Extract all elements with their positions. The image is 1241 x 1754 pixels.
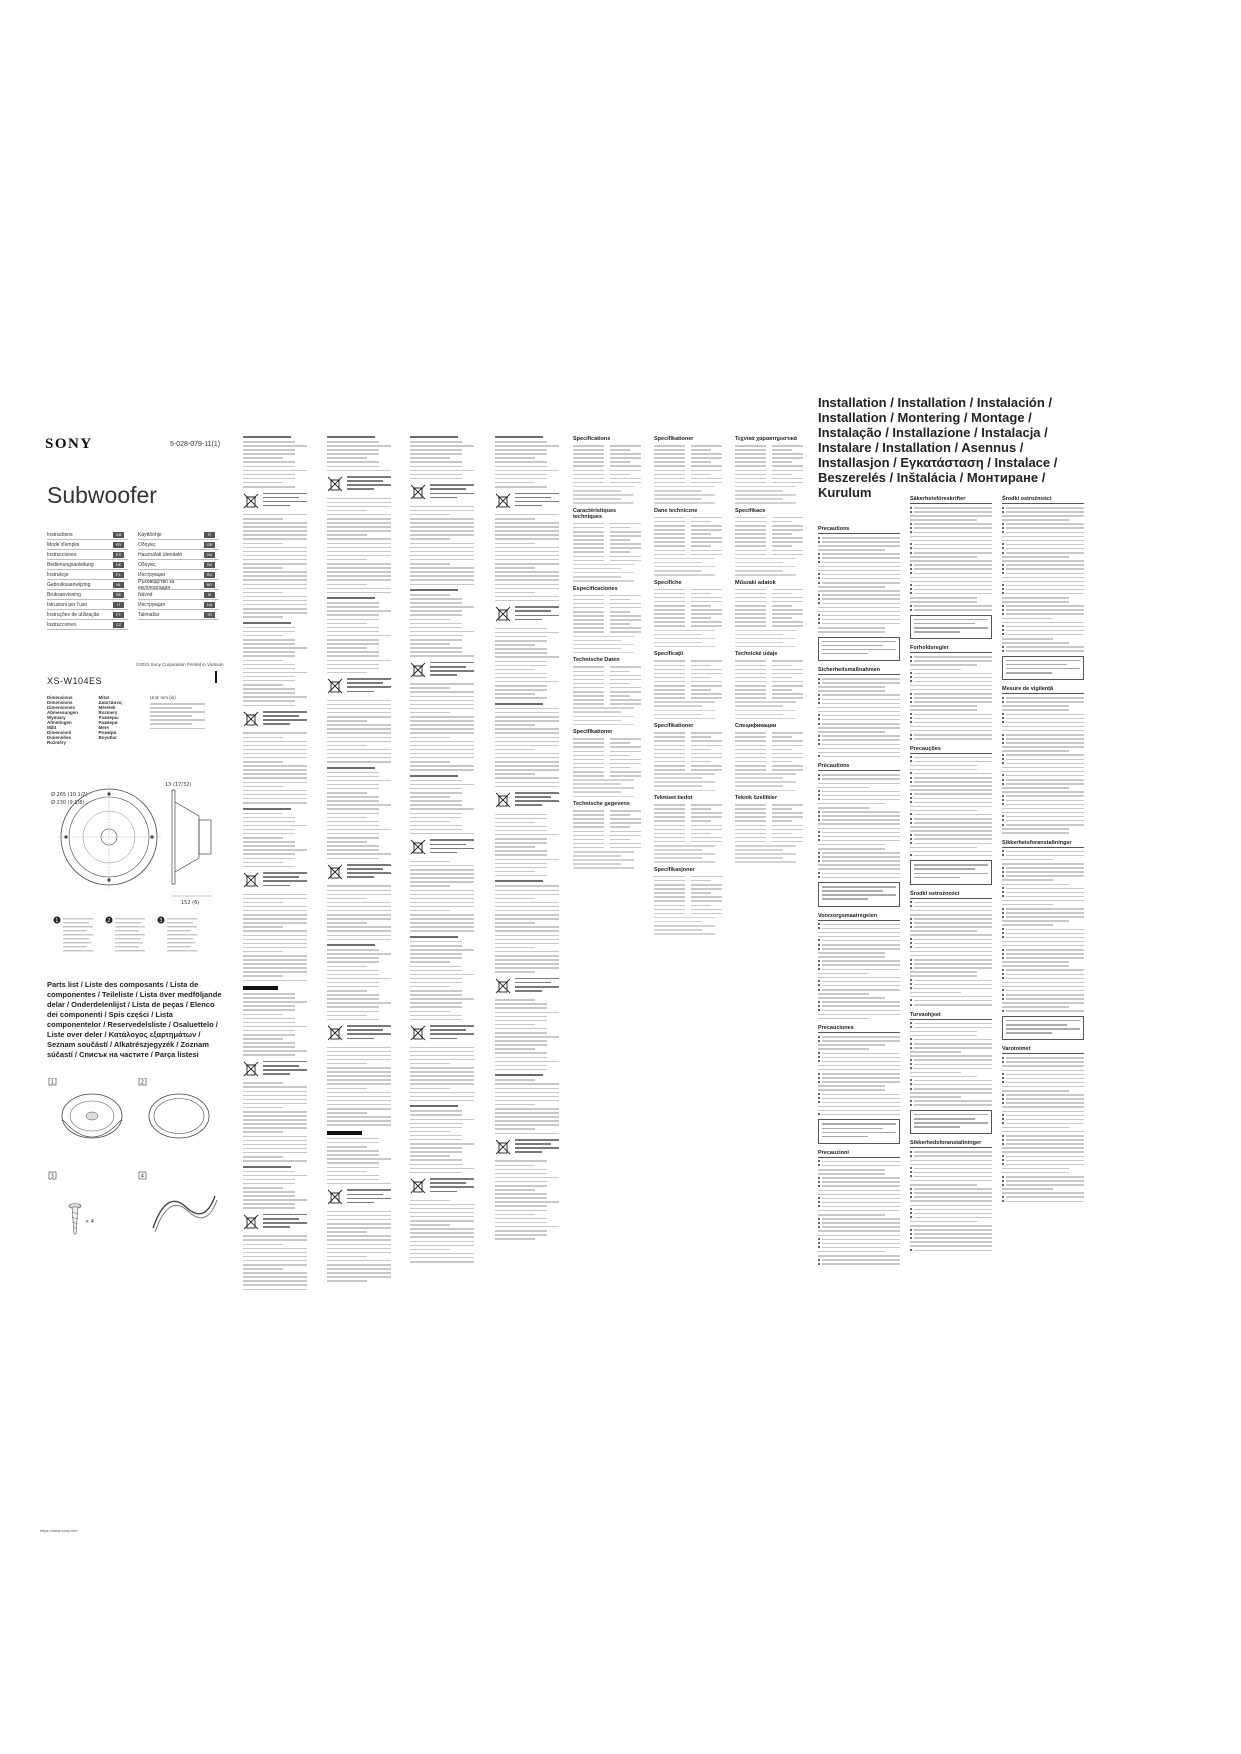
language-code-badge: PL (113, 572, 124, 578)
crossed-bin-icon (327, 1025, 343, 1041)
language-row (47, 600, 128, 610)
language-name: Használati útmutató (138, 551, 183, 558)
speaker-part (62, 1094, 122, 1138)
sony-url: https://www.sony.net/ (40, 1528, 78, 1533)
language-row (47, 580, 128, 590)
language-code-badge: SI (204, 592, 215, 598)
language-row (47, 610, 128, 620)
weee-notice (327, 864, 391, 880)
weee-notice (327, 476, 391, 492)
language-row (47, 540, 128, 550)
parts-list-heading: Parts list / Liste des composants / Lista de componentes / Teileliste / Lista över medföljande delar / Onderdelenlijst / Lista de peças / Elenco dei componenti / Spis części / Lista componentelor / Reservedelsliste / Osaluettelo / Liste over deler / Κατάλογος εξαρτημάτων / Seznam součástí / Alkatrészjegyzék / Zoznam súčastí / Списък на частите / Parça listesi (47, 980, 222, 1059)
note-box (818, 882, 900, 906)
language-name: Ръководство за експлоатация (138, 578, 175, 591)
notice-column-1 (243, 432, 307, 1542)
language-row (47, 590, 128, 600)
weee-notice (327, 1025, 391, 1041)
language-code-badge: FR (113, 542, 124, 548)
crossed-bin-icon (410, 662, 426, 678)
crossed-bin-icon (410, 484, 426, 500)
dimensions-word: Размеры (98, 715, 119, 720)
crossed-bin-icon (327, 1189, 343, 1205)
dimensions-word: Διαστάσεις (98, 700, 123, 705)
language-name: Инструкция (138, 601, 165, 608)
dimensions-heading (47, 695, 217, 745)
callout-2: 2 (107, 918, 111, 924)
language-name: Istruzioni per l'uso (47, 601, 88, 608)
weee-notice (243, 1061, 307, 1077)
language-row (138, 590, 219, 600)
language-name: Instrucciones (47, 621, 77, 628)
specifications-heading: Technické údaje (735, 651, 778, 658)
language-row (138, 550, 219, 560)
part-label-1: 1 (50, 1079, 54, 1086)
dimensions-word: Dimensões (47, 735, 72, 740)
language-row (47, 570, 128, 580)
dimension-outer: Ø 265 (10 1/2) (51, 792, 88, 798)
language-index (47, 530, 219, 630)
weee-notice (243, 1214, 307, 1230)
dimensions-word: Boyutlar (98, 735, 117, 740)
weee-notice (410, 1178, 474, 1194)
language-code-badge: BG (204, 582, 215, 588)
weee-notice (243, 711, 307, 727)
installation-title: Installation / Installation / Instalación / Installation / Montering / Montage / Instalação / Installazione / Instalacja / Instalare / Installation / Asennus / Installasjon / Εγκατάσταση / Instalace / Beszerelés / Inštalácia / Монтиране / Kurulum (818, 395, 1058, 500)
specifications-heading: Specifiche (654, 579, 682, 586)
language-row (47, 530, 128, 540)
crossed-bin-icon (495, 493, 511, 509)
notice-column-2 (327, 432, 391, 1542)
language-name: Käyttöohje (138, 531, 162, 538)
notice-column-4 (495, 432, 559, 1542)
specifications-column-2 (654, 432, 722, 1542)
part-label-3: 3 (50, 1173, 54, 1180)
model-number: XS-W104ES (47, 676, 103, 686)
svg-text:× 4: × 4 (85, 1219, 94, 1225)
dimension-depth: 152 (6) (181, 900, 200, 906)
language-row (138, 560, 219, 570)
specifications-heading: Specifikace (735, 507, 766, 514)
weee-notice (327, 678, 391, 694)
language-code-badge: TR (204, 612, 215, 618)
language-name: Οδηγίες (138, 541, 156, 548)
dimensions-word: Размери (98, 720, 118, 725)
specifications-heading: Technische gegevens (573, 801, 630, 808)
specifications-heading: Specifikationer (573, 729, 613, 736)
specifications-heading: Especificaciones (573, 585, 618, 592)
crossed-bin-icon (410, 839, 426, 855)
note-box (818, 637, 900, 661)
crossed-bin-icon (410, 1025, 426, 1041)
language-code-badge: SK (204, 562, 215, 568)
specifications-heading: Caractéristiques techniques (573, 507, 617, 520)
dimensions-drawing (47, 782, 222, 972)
dimensions-word: Rozměry (47, 740, 67, 745)
screw-part (69, 1204, 94, 1235)
dimensions-word: Mere (98, 725, 110, 730)
installation-section-heading: Mesure de vigilență (1002, 686, 1084, 694)
crossed-bin-icon (243, 711, 259, 727)
specifications-heading: Műszaki adatok (735, 579, 776, 586)
language-code-badge: HU (204, 552, 215, 558)
language-name: Instruções de utilização (47, 611, 100, 618)
language-name: Talimatlar (138, 611, 160, 618)
language-name: Gebruiksaanwijzing (47, 581, 91, 588)
language-list-left (47, 530, 128, 630)
weee-notice (410, 1025, 474, 1041)
language-name: Bruksanvisning (47, 591, 81, 598)
dimensions-word: Mått (47, 725, 57, 730)
language-code-badge: CZ (113, 622, 124, 628)
installation-section-heading: Precautions (818, 526, 900, 534)
part-label-4: 4 (140, 1173, 144, 1180)
crossed-bin-icon (495, 792, 511, 808)
installation-section-heading: Sicherheitsmaßnahmen (818, 667, 900, 675)
specifications-heading: Tekniset tiedot (654, 795, 693, 802)
dimensions-word: Dimensiones (47, 705, 76, 710)
dimensions-word: Dimensions (47, 695, 73, 700)
weee-notice (243, 872, 307, 888)
dimensions-word: Méretek (98, 705, 116, 710)
installation-section-heading: Precauções (910, 746, 992, 754)
language-row (138, 580, 219, 590)
note-box (1002, 656, 1084, 680)
dimensions-word: Mitat (98, 695, 110, 700)
weee-notice (410, 484, 474, 500)
crossed-bin-icon (495, 1139, 511, 1155)
crossed-bin-icon (327, 678, 343, 694)
crossed-bin-icon (327, 864, 343, 880)
specifications-heading: Teknik özellikler (735, 795, 778, 802)
dimensions-word: Abmessungen (47, 710, 79, 715)
note-box (910, 860, 992, 884)
specifications-column-3 (735, 432, 803, 1542)
language-name: Návod (138, 591, 153, 598)
specifications-column-1 (573, 432, 641, 1542)
installation-section-heading: Środki ostrożności (910, 891, 992, 899)
language-code-badge: UA (204, 602, 215, 608)
language-row (138, 610, 219, 620)
installation-section-heading: Precauciones (818, 1025, 900, 1033)
specifications-heading: Спецификации (735, 723, 777, 730)
dimensions-unit: Unit: mm (in) (150, 695, 176, 700)
crossed-bin-icon (243, 493, 259, 509)
sony-logo: SONY (45, 436, 93, 452)
dimension-inner: Ø 230 (9 1/8) (51, 800, 85, 806)
language-row (47, 550, 128, 560)
language-code-badge: SE (113, 592, 124, 598)
language-code-badge: GB (113, 532, 124, 538)
language-row (138, 540, 219, 550)
crossed-bin-icon (327, 476, 343, 492)
language-name: Mode d'emploi (47, 541, 80, 548)
language-code-badge: FI (204, 532, 215, 538)
specifications-heading: Specifikasjoner (654, 866, 695, 873)
language-name: Instrucciones (47, 551, 77, 558)
model-marker (215, 671, 217, 683)
cord-part (153, 1196, 217, 1232)
installation-section-heading: Varotoimet (1002, 1046, 1084, 1054)
specifications-heading: Τεχνικά χαρακτηριστικά (735, 436, 798, 442)
crossed-bin-icon (243, 1061, 259, 1077)
installation-column-1 (818, 520, 900, 1540)
dimensions-word: Afmetingen (47, 720, 72, 725)
dimensions-word: Dimensions (47, 700, 73, 705)
product-title: Subwoofer (47, 482, 157, 508)
weee-notice (243, 493, 307, 509)
specifications-heading: Specifikationer (654, 436, 694, 442)
crossed-bin-icon (495, 606, 511, 622)
crossed-bin-icon (243, 1214, 259, 1230)
language-name: Instructions (47, 531, 73, 538)
language-name: Bedienungsanleitung (47, 561, 94, 568)
crossed-bin-icon (243, 872, 259, 888)
dimensions-heading-right (99, 695, 151, 745)
language-code-badge: NL (113, 582, 124, 588)
copyright: ©2021 Sony Corporation Printed in Vietnam (136, 662, 224, 667)
language-code-badge: PT (113, 612, 124, 618)
note-box (818, 1119, 900, 1143)
specifications-heading: Dane techniczne (654, 507, 698, 514)
notice-column-3 (410, 432, 474, 1542)
dimensions-word: Dimensioni (47, 730, 72, 735)
language-row (47, 620, 128, 630)
parts-list-drawing (47, 1078, 222, 1258)
weee-notice (410, 662, 474, 678)
installation-section-heading: Precauzioni (818, 1150, 900, 1158)
weee-notice (410, 839, 474, 855)
gasket-part (149, 1094, 209, 1138)
weee-notice (495, 1139, 559, 1155)
weee-notice (495, 606, 559, 622)
specifications-heading: Specifikationer (654, 723, 694, 730)
installation-section-heading: Turvaohjeet (910, 1012, 992, 1020)
language-code-badge: IT (113, 602, 124, 608)
language-row (138, 600, 219, 610)
weee-notice (495, 978, 559, 994)
specifications-heading: Specifications (573, 436, 611, 442)
note-box (1002, 1016, 1084, 1040)
dimensions-word: Розміри (98, 730, 117, 735)
installation-section-heading: Środki ostrożności (1002, 496, 1084, 504)
language-list-right (138, 530, 219, 630)
note-box (910, 615, 992, 639)
weee-notice (327, 1189, 391, 1205)
specifications-heading: Specificaţii (654, 651, 684, 658)
language-name: Οδηγίες (138, 561, 156, 568)
installation-section-heading: Sikkerhetsforanstaltninger (1002, 840, 1084, 848)
crossed-bin-icon (410, 1178, 426, 1194)
callout-1: 1 (55, 918, 59, 924)
part-label-2: 2 (140, 1079, 144, 1086)
weee-notice (495, 493, 559, 509)
dimensions-word: Wymiary (47, 715, 66, 720)
installation-section-heading: Forholdsregler (910, 645, 992, 653)
crossed-bin-icon (495, 978, 511, 994)
installation-section-heading: Précautions (818, 763, 900, 771)
weee-notice (495, 792, 559, 808)
specifications-heading: Technische Daten (573, 657, 620, 664)
callout-3: 3 (159, 918, 163, 924)
dimension-flange: 13 (17/32) (165, 782, 192, 788)
installation-section-heading: Sikkerhedsforanstaltninger (910, 1140, 992, 1148)
language-code-badge: DE (113, 562, 124, 568)
language-code-badge: GR (204, 542, 215, 548)
language-row (47, 560, 128, 570)
language-code-badge: ES (113, 552, 124, 558)
language-name: Instrukcje (47, 571, 69, 578)
installation-section-heading: Voorzorgsmaatregelen (818, 913, 900, 921)
installation-column-3 (1002, 490, 1084, 1540)
language-name: Инструкции (138, 571, 166, 578)
language-code-badge: RU (204, 572, 215, 578)
dimensions-heading-left (47, 695, 99, 745)
installation-column-2 (910, 490, 992, 1540)
note-box (910, 1110, 992, 1134)
dimensions-word: Rozmery (98, 710, 118, 715)
installation-section-heading: Säkerhetsföreskrifter (910, 496, 992, 504)
language-row (138, 530, 219, 540)
document-number: 5-028-079-11(1) (170, 441, 221, 448)
